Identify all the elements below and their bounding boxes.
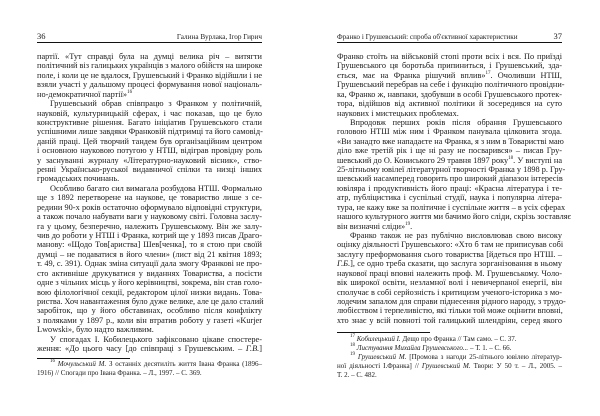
- footnote-ref: 17: [350, 334, 355, 339]
- text-line: риства. Хоч навантаження було дуже велике, але це дало сталий: [37, 296, 264, 306]
- text-line: У спогадах І. Кобилецького зафіксовано цікаве спостере-: [50, 334, 262, 344]
- page-number: 37: [553, 31, 562, 41]
- text-line: науковій, культурницькій сферах, і час показав, що це було: [37, 108, 262, 118]
- text-line: но-демократичної партії»$^{16}$: [37, 89, 133, 99]
- text-line: нашого культурного життя ми бачимо його сліди, скрізь зоставляє: [337, 212, 572, 222]
- text-line: 25-літньому ювілеї літературної творчості Франка у 1898 р. Гру-: [337, 165, 566, 175]
- header-rule: [337, 42, 562, 43]
- footnote-ref: 17: [485, 70, 491, 76]
- text-line: вік широкої освіти, незламної волі і невичерпаної енергії, він: [337, 278, 562, 288]
- italic-text: Листування Михайла Грушевського...: [356, 344, 469, 352]
- text-line: думці – не подаватися в його члени» (лист від 21 квітня 1893;: [37, 249, 262, 259]
- text-line: «Ви занадто вже нападаєте на Франка, я з ним в Товаристві маю: [337, 136, 564, 146]
- footnotes: [337, 335, 562, 380]
- footnote-ref: 19: [405, 221, 411, 227]
- text-line: любієством і терпеливістю, які тільки той може оцінити вповні,: [337, 306, 563, 316]
- italic-text: Г.В.: [245, 344, 260, 354]
- footnote-line: $^{18}$ Листування Михайла Грушевського... – Т. 1. – С. 66.: [350, 343, 512, 352]
- text-line: а також почало набувати ваги у науковому світі. Головна заслу-: [37, 212, 262, 222]
- text-line: політичний віз галицьких українців з малого обійстя на широке: [37, 61, 263, 71]
- footnote: [337, 344, 562, 353]
- text-line: ється, має на Франка рішучий вплив»$^{17}$. Очоливши НТШ,: [337, 70, 563, 80]
- text-line: заробіток, що у його обставинах, особливо після конфлікту: [37, 306, 262, 316]
- text-line: успішними лише завдяки Франковій підтримці та його самовід-: [37, 127, 263, 137]
- footnote-ref: 16: [127, 89, 133, 95]
- text-line: головою НТШ між ним і Франком панувала цілковита згода.: [337, 127, 562, 137]
- text-line: Особливо багато сил вимагала розбудова НТШ. Формально: [50, 183, 262, 193]
- text-line: Франко також не раз публічно висловлював свою високу: [350, 231, 562, 241]
- text-line: Грушевський обрав співпрацю з Франком у політичній,: [50, 99, 262, 109]
- text-line: сто активніше друкуватися у виданнях Товариства, а посісти: [37, 268, 262, 278]
- text-line: атр, публіцистика і суспільні студії, наука і популярна літера-: [337, 193, 562, 203]
- italic-text: Кобилецький І.: [356, 335, 401, 343]
- paragraph: [337, 117, 572, 231]
- text-line: ювіляра і продуктивність його праці: «Красна література і те-: [337, 183, 562, 193]
- paragraph: [37, 184, 262, 335]
- text-line: редини 90-х років остаточно оформувало відповідні структури,: [37, 202, 262, 212]
- paragraph: [337, 52, 565, 118]
- text-line: наукової праці вповні належить проф. М. Грушевському. Чоло-: [337, 268, 562, 278]
- text-line: конструктивне рішення. Багато ініціатив Грушевського стали: [37, 117, 262, 127]
- text-line: шевський насамперед говорить про широкий діапазон інтересів: [337, 174, 563, 184]
- text-line: поле, і коли це не вдалося, Грушевський і Франко відійшли і не: [37, 70, 262, 80]
- text-line: Грушевського ця боротьба припиниться, і Грушевський, зда-: [337, 61, 562, 71]
- text-line: даній праці. Цей творчий тандем був організаційним центром: [37, 136, 262, 146]
- footnote-line: Т. 2. – С. 482.: [337, 371, 377, 379]
- italic-text: Грушевський М.: [357, 353, 407, 361]
- footnote-rule: [337, 332, 430, 333]
- paragraph: [37, 52, 262, 99]
- text-line: Г.Б.], се одно треба сказати, що заслуга зорганізовання в ньому: [337, 259, 562, 269]
- text-line: ще з 1892 перетворене на наукове, це товариство лише з се-: [37, 193, 262, 203]
- paragraph: [337, 231, 566, 325]
- text-line: і основною науковою потугою у НТШ, відіграв провідну роль: [37, 146, 262, 156]
- text-line: Франко стоїть на військовій стопі проти всіх і вся. По приїзді: [337, 52, 562, 61]
- footnote-line: 1916) // Спогади про Івана Франка. – Л., 1997. – С. 369.: [37, 369, 202, 377]
- text-line: тора, відійшов від активної політики й зосередився на суто: [337, 99, 562, 109]
- text-line: шевський до О. Кониського 29 травня 1897 року$^{18}$. У виступі на: [337, 155, 562, 165]
- footnote-ref: 19: [350, 352, 355, 357]
- header-rule: [37, 42, 262, 43]
- text-line: партії. «Тут справді була на думці велика річ – витягти: [37, 52, 262, 61]
- text-line: з поляками у 1897 р., коли він втратив роботу у газеті «Kurjer: [37, 315, 262, 325]
- text-line: манову: «Щодо Тов[ариства] Шев[ченка], то я стою при своїй: [37, 240, 262, 250]
- text-line: тура, не кажу вже за політичне і суспільне життя – в усіх сферах: [337, 202, 566, 212]
- text-line: чив до роботи у НТШ і Франка, котрий ще у 1893 писав Драго-: [37, 231, 262, 241]
- text-line: одне з чільних місць у його керівництві, зокрема, він став голо-: [37, 278, 262, 288]
- footnote: [337, 335, 562, 344]
- text-line: Впродовж перших років після обрання Грушевського: [350, 117, 562, 127]
- footnote-line: $^{16}$ Мочульський М. З останніх десятиліть життя Івана Франка (1896–: [50, 359, 263, 368]
- text-line: ренні Українсько-руської видавничої спілки та низці інших: [37, 165, 262, 175]
- footnote-line: ної діяльності І.Франка] // Грушевський М. Твори: У 50 т. – Л., 2005. –: [337, 362, 562, 370]
- running-title: Галина Вурлака, Ігор Гирич: [176, 33, 262, 41]
- text-line: лодечим запалом для справи піднесення рідного народу, з трудо-: [337, 296, 566, 306]
- text-line: вою філологічної секції, редактором цілої низки видань. Това-: [37, 287, 262, 297]
- text-line: Грушевський перебрав на себе і функцію політичного провідни-: [337, 80, 565, 90]
- text-line: хто знає у всій повноті той галицький шлендріян, серед якого: [337, 315, 562, 325]
- text-line: діло вже третій рік і ще ні разу не посварився» – писав Гру-: [337, 146, 562, 156]
- running-title: Франко і Грушевський: спроба об'єктивної характеристики: [337, 33, 518, 41]
- body-text: [37, 52, 262, 354]
- paragraph: [37, 99, 262, 184]
- text-line: взяли участі у дальшому процесі формування нової національ-: [37, 80, 262, 90]
- footnotes: [37, 360, 262, 378]
- text-line: ження: «До цього часу [до співпраці з Грушевським. – Г.В.]: [37, 344, 262, 354]
- text-line: га у цьому, безперечно, належить Грушевському. Він же залу-: [37, 221, 262, 231]
- text-line: т. 49, с. 391). Однак зміна ситуації дала змогу Франкові не про-: [37, 259, 262, 269]
- text-line: він визначні сліди»$^{19}$.: [337, 221, 413, 231]
- footnote-ref: 16: [50, 359, 55, 364]
- page-number: 36: [37, 31, 46, 41]
- body-text: [337, 52, 572, 325]
- text-line: сполучає в собі серйозність і критицизм ученого-історика з мо-: [337, 287, 562, 297]
- page-header: [37, 29, 262, 41]
- footnote-ref: 18: [508, 155, 514, 161]
- italic-text: Г.Б.: [337, 259, 351, 269]
- footnote: [37, 360, 262, 378]
- text-line: ка, Франко ж, навпаки, здобувши в особі Грушевського протек-: [337, 89, 562, 99]
- italic-text: Грушевський М.: [421, 362, 471, 370]
- footnote-ref: 18: [350, 343, 355, 348]
- text-line: Lwowski», було надто важливим.: [37, 325, 154, 335]
- text-line: оцінку діяльності Грушевського: «Хто б там не приписував собі: [337, 240, 564, 250]
- footnote-line: $^{19}$ Грушевський М. [Промова з нагоди 25-літнього ювілею літератур-: [350, 352, 562, 361]
- footnote-line: $^{17}$ Кобилецький І. Дещо про Франка // Там само. – С. 37.: [350, 334, 517, 343]
- footnote: [337, 353, 562, 380]
- text-line: у заснуванні журналу «Літературно-науковий вісник», ство-: [37, 155, 262, 165]
- text-line: заслугу преформовання сього товариства [йдеться про НТШ. –: [337, 249, 562, 259]
- italic-text: Мочульський М.: [57, 360, 107, 368]
- text-line: громадських починань.: [37, 174, 120, 184]
- right-page: [300, 0, 600, 416]
- page-header: [337, 29, 562, 41]
- paragraph: [37, 335, 262, 354]
- text-line: наукових і мистецьких проблемах.: [337, 108, 459, 118]
